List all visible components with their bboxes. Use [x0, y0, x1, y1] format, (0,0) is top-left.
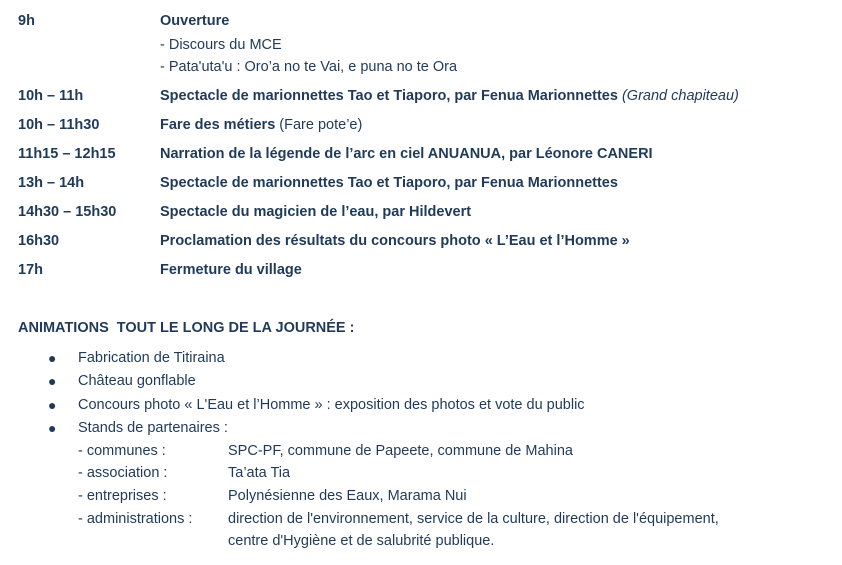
list-item-text: Fabrication de Titiraina — [78, 350, 225, 366]
schedule-row — [18, 231, 630, 251]
partner-label: - administrations : — [78, 511, 193, 527]
partner-value: direction de l'environnement, service de la culture, direction de l'équipement, — [228, 511, 719, 527]
schedule-location: (Grand chapiteau) — [621, 88, 739, 104]
partner-label: - communes : — [78, 443, 166, 459]
schedule-title: Spectacle de marionnettes Tao et Tiaporo, par Fenua Marionnettes — [160, 88, 618, 104]
schedule-time: 10h – 11h — [18, 88, 84, 104]
partner-row — [78, 441, 573, 461]
bullet-icon: ● — [48, 420, 57, 436]
schedule-time: 9h — [18, 13, 35, 29]
schedule-time: 16h30 — [18, 233, 60, 249]
list-item-text: Château gonflable — [78, 373, 196, 389]
partner-value: Polynésienne des Eaux, Marama Nui — [228, 488, 467, 504]
animations-heading: ANIMATIONS TOUT LE LONG DE LA JOURNÉE : — [18, 320, 355, 336]
list-item — [48, 348, 225, 368]
partner-value-continuation: centre d'Hygiène et de salubrité publique. — [228, 533, 495, 549]
schedule-title: Spectacle de marionnettes Tao et Tiaporo, par Fenua Marionnettes — [160, 175, 618, 191]
schedule-row — [18, 260, 302, 280]
opening-item: - Discours du MCE — [160, 37, 282, 53]
list-item — [48, 418, 228, 438]
schedule-title: Ouverture — [160, 13, 230, 29]
schedule-row — [18, 202, 471, 222]
partner-row — [78, 509, 719, 529]
schedule-note: (Fare pote’e) — [279, 117, 363, 133]
partner-label: - entreprises : — [78, 488, 167, 504]
schedule-time: 14h30 – 15h30 — [18, 204, 117, 220]
schedule-title: Spectacle du magicien de l’eau, par Hildevert — [160, 204, 472, 220]
bullet-icon: ● — [48, 373, 57, 389]
partner-row — [78, 486, 467, 506]
schedule-time: 13h – 14h — [18, 175, 85, 191]
schedule-row — [18, 86, 739, 106]
list-item-text: Concours photo « L'Eau et l’Homme » : exposition des photos et vote du public — [78, 397, 585, 413]
schedule-row — [18, 173, 618, 193]
partner-value: Ta’ata Tia — [228, 465, 291, 481]
partner-label: - association : — [78, 465, 168, 481]
partner-value: SPC-PF, commune de Papeete, commune de Mahina — [228, 443, 573, 459]
schedule-time: 10h – 11h30 — [18, 117, 100, 133]
list-item-text: Stands de partenaires : — [78, 420, 228, 436]
schedule-title: Proclamation des résultats du concours photo « L’Eau et l’Homme » — [160, 233, 630, 249]
schedule-time: 17h — [18, 262, 43, 278]
schedule-row — [18, 11, 229, 31]
schedule-time: 11h15 – 12h15 — [18, 146, 116, 162]
list-item — [48, 395, 585, 415]
schedule-row — [18, 144, 653, 164]
opening-item: - Pata'uta'u : Oro’a no te Vai, e puna no te Ora — [160, 59, 458, 75]
schedule-title: Narration de la légende de l’arc en ciel ANUANUA, par Léonore CANERI — [160, 146, 653, 162]
schedule-row — [18, 115, 362, 135]
list-item — [48, 371, 196, 391]
partner-row — [78, 463, 290, 483]
bullet-icon: ● — [48, 397, 57, 413]
schedule-title: Fare des métiers — [160, 117, 276, 133]
bullet-icon: ● — [48, 350, 57, 366]
schedule-title: Fermeture du village — [160, 262, 302, 278]
